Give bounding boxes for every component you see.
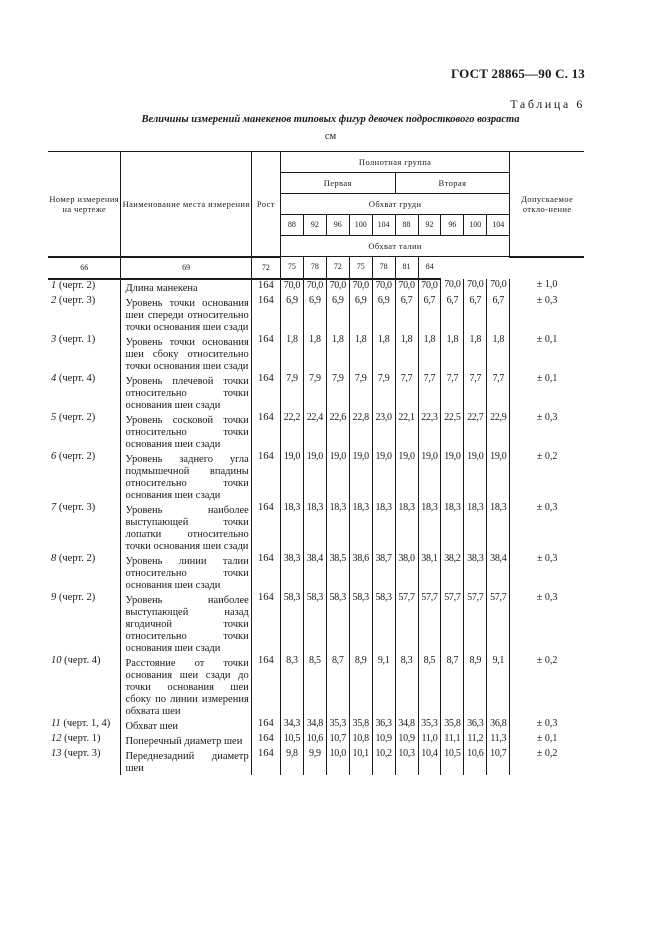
measurement-value: 11,3 <box>487 733 510 748</box>
measurement-value: 10,3 <box>395 748 418 775</box>
measurement-value: 10,0 <box>326 748 349 775</box>
measurement-value: 6,9 <box>326 295 349 334</box>
chest-value: 88 <box>280 215 303 236</box>
measurement-number: 2 (черт. 3) <box>48 295 121 334</box>
tolerance-value: ± 0,1 <box>510 334 584 373</box>
measurement-value: 7,7 <box>487 373 510 412</box>
measurement-value: 7,7 <box>441 373 464 412</box>
measurement-number: 13 (черт. 3) <box>48 748 121 775</box>
measurement-value: 38,1 <box>418 553 441 592</box>
table-row <box>48 718 584 733</box>
measurement-value: 1,8 <box>286 333 298 345</box>
tolerance-value: ± 0,3 <box>510 412 584 451</box>
measurement-value: 38,3 <box>283 552 301 564</box>
chest-value: 92 <box>303 215 326 236</box>
measurement-value: 36,3 <box>464 718 487 733</box>
measurement-value: 11,1 <box>441 733 464 748</box>
height-value: 164 <box>251 295 280 334</box>
measurement-value: 19,0 <box>464 451 487 502</box>
measurement-value: 35,3 <box>418 718 441 733</box>
measurement-value: 70,0 <box>487 279 510 295</box>
table-row <box>48 502 584 553</box>
measurement-value: 1,8 <box>349 334 372 373</box>
measurement-value: 70,0 <box>349 279 372 295</box>
tolerance-value: ± 1,0 <box>510 279 584 295</box>
measurement-value: 10,9 <box>372 733 395 748</box>
waist-value: 81 <box>395 257 418 279</box>
measurement-value: 19,0 <box>326 451 349 502</box>
measurement-number: 8 (черт. 2) <box>48 553 121 592</box>
group-first-header: Первая <box>280 173 395 194</box>
measurement-number: 4 (черт. 4) <box>48 373 121 412</box>
measurement-value: 38,5 <box>326 553 349 592</box>
waist-value: 69 <box>121 257 251 279</box>
measurement-value: 6,9 <box>349 295 372 334</box>
measurement-value: 19,0 <box>372 451 395 502</box>
standard-code: ГОСТ 28865—90 С. 13 <box>451 66 585 81</box>
measurement-value: 22,6 <box>326 412 349 451</box>
tolerance-value: ± 0,3 <box>510 718 584 733</box>
measurement-value: 38,4 <box>303 553 326 592</box>
waist-value: 78 <box>303 257 326 279</box>
measurement-value: 70,0 <box>326 279 349 295</box>
measurement-number: 7 (черт. 3) <box>48 502 121 553</box>
tolerance-value: ± 0,3 <box>510 502 584 553</box>
measurement-value: 22,3 <box>418 412 441 451</box>
measurement-value: 11,2 <box>464 733 487 748</box>
height-value: 164 <box>251 279 280 295</box>
measurement-value: 7,7 <box>464 373 487 412</box>
measurement-name: Уровень наиболее выступающей назад ягодичной точки относительно точки основания шеи сзади <box>121 592 251 655</box>
table-row <box>48 451 584 502</box>
measurement-value: 70,0 <box>464 279 487 295</box>
measurement-value: 34,3 <box>283 717 301 729</box>
chest-value: 92 <box>418 215 441 236</box>
measurement-value: 22,7 <box>464 412 487 451</box>
measurement-value: 6,7 <box>464 295 487 334</box>
table-row <box>48 733 584 748</box>
tolerance-value: ± 0,3 <box>510 553 584 592</box>
height-value: 164 <box>251 373 280 412</box>
measurement-value: 7,9 <box>326 373 349 412</box>
measurement-value: 38,0 <box>395 553 418 592</box>
waist-value: 78 <box>372 257 395 279</box>
measurement-value: 18,3 <box>464 502 487 553</box>
measurement-name: Поперечный диаметр шеи <box>121 733 251 748</box>
measurement-value: 70,0 <box>283 279 301 291</box>
measurement-value: 18,3 <box>303 502 326 553</box>
tolerance-value: ± 0,2 <box>510 451 584 502</box>
measurement-name: Расстояние от точки основания шеи сзади до точки основания шеи сбоку по линии измерения обхвата шеи <box>121 655 251 718</box>
measurement-value: 70,0 <box>418 279 441 295</box>
measurement-name: Уровень точки основания шеи сбоку относительно точки основания шеи сзади <box>121 334 251 373</box>
measurement-value: 70,0 <box>395 279 418 295</box>
measurement-value: 19,0 <box>441 451 464 502</box>
waist-value: 72 <box>326 257 349 279</box>
measurement-value: 58,3 <box>372 592 395 655</box>
measurement-value: 58,3 <box>303 592 326 655</box>
measurement-value: 9,1 <box>487 655 510 718</box>
measurement-value: 18,3 <box>441 502 464 553</box>
table-row <box>48 334 584 373</box>
waist-value: 75 <box>280 257 303 279</box>
measurement-value: 19,0 <box>349 451 372 502</box>
group-header: Полнотная группа <box>280 152 509 173</box>
measurement-number: 5 (черт. 2) <box>48 412 121 451</box>
measurement-value: 38,4 <box>487 553 510 592</box>
measurement-number: 9 (черт. 2) <box>48 592 121 655</box>
measurement-value: 70,0 <box>372 279 395 295</box>
measurement-value: 35,8 <box>441 718 464 733</box>
measurement-value: 19,0 <box>303 451 326 502</box>
tolerance-value: ± 0,3 <box>510 295 584 334</box>
height-value: 164 <box>251 733 280 748</box>
measurement-value: 19,0 <box>487 451 510 502</box>
measurement-value: 6,9 <box>303 295 326 334</box>
chest-value: 100 <box>349 215 372 236</box>
column-name-header: Наименование места измерения <box>121 152 251 257</box>
measurement-value: 18,3 <box>487 502 510 553</box>
measurement-value: 8,5 <box>303 655 326 718</box>
measurement-value: 6,7 <box>441 295 464 334</box>
measurement-value: 8,3 <box>286 654 298 666</box>
group-second-header: Вторая <box>395 173 510 194</box>
table-row <box>48 655 584 718</box>
table-row <box>48 553 584 592</box>
height-value: 164 <box>251 502 280 553</box>
measurement-value: 38,7 <box>372 553 395 592</box>
measurement-value: 8,5 <box>418 655 441 718</box>
chest-value: 96 <box>441 215 464 236</box>
measurement-value: 1,8 <box>418 334 441 373</box>
measurement-value: 10,9 <box>395 733 418 748</box>
height-value: 164 <box>251 718 280 733</box>
table-header <box>48 152 584 279</box>
measurement-value: 8,9 <box>349 655 372 718</box>
measurement-value: 8,3 <box>395 655 418 718</box>
measurement-value: 7,7 <box>418 373 441 412</box>
measurement-value: 22,5 <box>441 412 464 451</box>
column-tolerance-header: Допускаемое откло-нение <box>510 152 584 257</box>
chest-value: 96 <box>326 215 349 236</box>
table-row <box>48 295 584 334</box>
measurement-value: 7,9 <box>286 372 298 384</box>
table-row <box>48 592 584 655</box>
measurement-value: 1,8 <box>372 334 395 373</box>
height-value: 164 <box>251 655 280 718</box>
table-row <box>48 748 584 775</box>
measurement-value: 19,0 <box>395 451 418 502</box>
measurement-value: 58,3 <box>326 592 349 655</box>
measurement-name: Длина манекена <box>121 279 251 295</box>
measurement-number: 11 (черт. 1, 4) <box>48 718 121 733</box>
waist-value: 72 <box>251 257 280 279</box>
measurement-value: 58,3 <box>283 591 301 603</box>
height-value: 164 <box>251 553 280 592</box>
measurement-value: 9,1 <box>372 655 395 718</box>
tolerance-value: ± 0,2 <box>510 748 584 775</box>
measurement-value: 10,6 <box>303 733 326 748</box>
measurement-value: 22,8 <box>349 412 372 451</box>
measurement-name: Уровень сосковой точки относительно точки основания шеи сзади <box>121 412 251 451</box>
measurement-value: 57,7 <box>418 592 441 655</box>
measurement-name: Переднезадний диаметр шеи <box>121 748 251 775</box>
measurement-value: 10,6 <box>464 748 487 775</box>
height-value: 164 <box>251 451 280 502</box>
measurement-value: 9,9 <box>303 748 326 775</box>
measurement-value: 9,8 <box>286 747 298 759</box>
measurement-number: 6 (черт. 2) <box>48 451 121 502</box>
measurement-value: 18,3 <box>372 502 395 553</box>
measurement-value: 57,7 <box>395 592 418 655</box>
chest-value: 100 <box>464 215 487 236</box>
measurement-value: 6,9 <box>372 295 395 334</box>
measurement-value: 10,5 <box>283 732 301 744</box>
measurement-value: 8,9 <box>464 655 487 718</box>
measurement-value: 10,2 <box>372 748 395 775</box>
measurement-value: 22,1 <box>395 412 418 451</box>
measurement-name: Уровень точки основания шеи спереди относительно точки основания шеи сзади <box>121 295 251 334</box>
measurement-number: 3 (черт. 1) <box>48 334 121 373</box>
table-label: Таблица 6 <box>510 97 585 111</box>
measurement-value: 36,8 <box>487 718 510 733</box>
measurement-value: 1,8 <box>395 334 418 373</box>
measurement-value: 6,9 <box>286 294 298 306</box>
measurement-value: 19,0 <box>283 450 301 462</box>
measurement-number: 12 (черт. 1) <box>48 733 121 748</box>
tolerance-value: ± 0,1 <box>510 733 584 748</box>
measurement-value: 22,2 <box>283 411 301 423</box>
measurement-name: Уровень наиболее выступающей точки лопатки относительно точки основания шеи сзади <box>121 502 251 553</box>
measurement-value: 7,9 <box>349 373 372 412</box>
column-height-header: Рост <box>251 152 280 257</box>
measurement-value: 22,9 <box>487 412 510 451</box>
height-value: 164 <box>251 592 280 655</box>
measurement-value: 38,6 <box>349 553 372 592</box>
measurement-value: 19,0 <box>418 451 441 502</box>
height-value: 164 <box>251 334 280 373</box>
measurement-value: 18,3 <box>283 501 301 513</box>
measurement-value: 23,0 <box>372 412 395 451</box>
chest-header: Обхват груди <box>280 194 509 215</box>
tolerance-value: ± 0,2 <box>510 655 584 718</box>
measurement-value: 10,5 <box>441 748 464 775</box>
measurement-value: 1,8 <box>441 334 464 373</box>
measurement-value: 6,7 <box>395 295 418 334</box>
measurement-value: 7,7 <box>395 373 418 412</box>
measurement-value: 58,3 <box>349 592 372 655</box>
measurement-value: 8,7 <box>326 655 349 718</box>
units-label: см <box>324 131 337 142</box>
measurement-value: 18,3 <box>349 502 372 553</box>
column-number-header: Номер измерения на чертеже <box>48 152 121 257</box>
measurement-value: 70,0 <box>303 279 326 295</box>
table-row <box>48 412 584 451</box>
measurement-value: 10,7 <box>487 748 510 775</box>
measurement-value: 18,3 <box>395 502 418 553</box>
measurement-value: 38,3 <box>464 553 487 592</box>
measurement-name: Уровень плечевой точки относительно точки основания шеи сзади <box>121 373 251 412</box>
measurement-value: 57,7 <box>487 592 510 655</box>
measurement-value: 6,7 <box>418 295 441 334</box>
measurement-value: 10,4 <box>418 748 441 775</box>
table-caption: Величины измерений манекенов типовых фигур девочек подросткового возраста <box>141 114 520 125</box>
measurements-table <box>48 151 584 775</box>
measurement-value: 57,7 <box>464 592 487 655</box>
waist-header: Обхват талии <box>280 236 509 257</box>
waist-value: 84 <box>418 257 441 279</box>
measurement-value: 1,8 <box>303 334 326 373</box>
chest-value: 104 <box>372 215 395 236</box>
waist-values-row <box>48 257 584 279</box>
measurement-value: 36,3 <box>372 718 395 733</box>
tolerance-value: ± 0,3 <box>510 592 584 655</box>
measurement-name: Уровень заднего угла подмышечной впадины относительно точки основания шеи сзади <box>121 451 251 502</box>
measurement-value: 35,3 <box>326 718 349 733</box>
measurement-value: 22,4 <box>303 412 326 451</box>
measurement-value: 57,7 <box>441 592 464 655</box>
chest-value: 88 <box>395 215 418 236</box>
height-value: 164 <box>251 412 280 451</box>
measurement-value: 1,8 <box>464 334 487 373</box>
measurement-value: 11,0 <box>418 733 441 748</box>
measurement-value: 10,1 <box>349 748 372 775</box>
waist-value: 66 <box>48 257 121 279</box>
tolerance-value: ± 0,1 <box>510 373 584 412</box>
measurement-value: 1,8 <box>487 334 510 373</box>
table-row <box>48 279 584 295</box>
measurement-value: 70,0 <box>441 279 464 295</box>
measurement-value: 7,9 <box>303 373 326 412</box>
measurement-value: 1,8 <box>326 334 349 373</box>
measurement-value: 38,2 <box>441 553 464 592</box>
measurement-value: 18,3 <box>418 502 441 553</box>
measurement-value: 18,3 <box>326 502 349 553</box>
measurement-value: 10,8 <box>349 733 372 748</box>
measurement-value: 6,7 <box>487 295 510 334</box>
measurement-name: Уровень линии талии относительно точки основания шеи сзади <box>121 553 251 592</box>
waist-value: 75 <box>349 257 372 279</box>
measurement-value: 35,8 <box>349 718 372 733</box>
height-value: 164 <box>251 748 280 775</box>
measurement-value: 10,7 <box>326 733 349 748</box>
measurement-name: Обхват шеи <box>121 718 251 733</box>
measurement-value: 34,8 <box>303 718 326 733</box>
table-body <box>48 279 584 775</box>
measurement-value: 34,8 <box>395 718 418 733</box>
measurement-value: 8,7 <box>441 655 464 718</box>
measurement-value: 7,9 <box>372 373 395 412</box>
table-row <box>48 373 584 412</box>
measurement-number: 10 (черт. 4) <box>48 655 121 718</box>
measurement-number: 1 (черт. 2) <box>48 279 121 295</box>
chest-value: 104 <box>487 215 510 236</box>
